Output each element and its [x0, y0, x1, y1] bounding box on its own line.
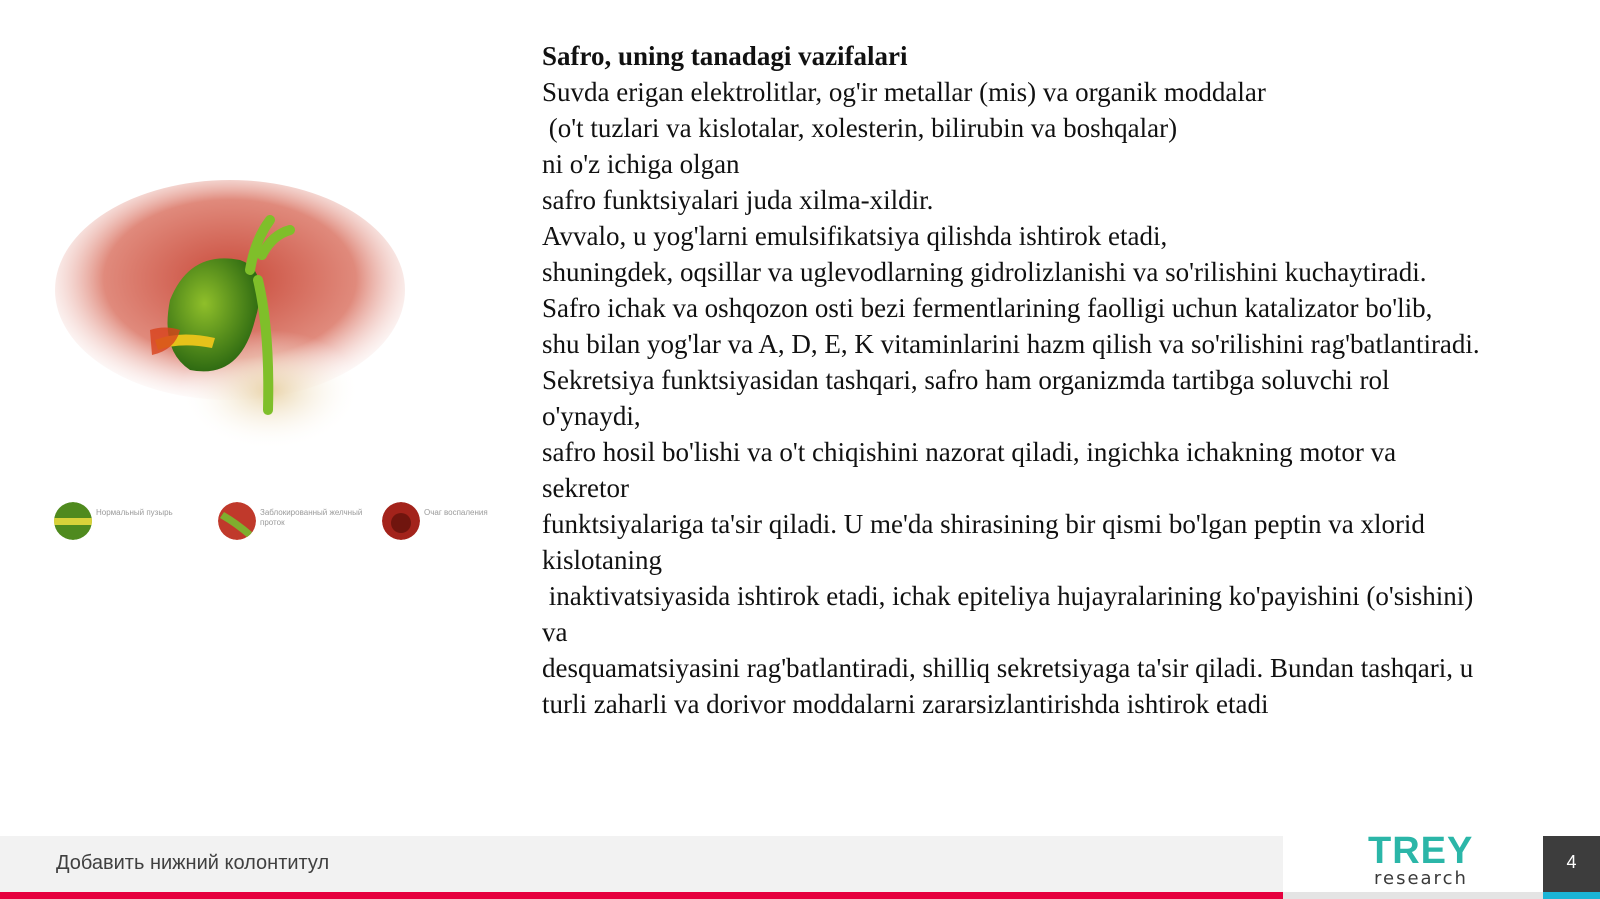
legend-label: Очаг воспаления [424, 508, 488, 517]
blocked-duct-icon [218, 502, 256, 540]
normal-gallbladder-icon [54, 502, 92, 540]
legend-item-blocked [218, 500, 378, 544]
page-number-box [1543, 836, 1600, 892]
legend-label: Заблокированный желчный проток [260, 508, 363, 527]
text-line: inaktivatsiyasida ishtirok etadi, ichak epiteliya hujayralarining ko'payishini (o'sishini) va [542, 581, 1474, 647]
text-line: ni o'z ichiga olgan [542, 149, 740, 179]
text-line: turli zaharli va dorivor moddalarni zararsizlantirishda ishtirok etadi [542, 689, 1269, 719]
text-line: safro hosil bo'lishi va o't chiqishini nazorat qiladi, ingichka ichakning motor va sekretor [542, 437, 1397, 503]
footer-placeholder[interactable]: Добавить нижний колонтитул [56, 852, 330, 874]
accent-line-blue [1543, 892, 1600, 899]
inflammation-icon [382, 502, 420, 540]
text-line: Safro ichak va oshqozon osti bezi fermentlarining faolligi uchun katalizator bo'lib, [542, 293, 1433, 323]
text-line: Suvda erigan elektrolitlar, og'ir metallar (mis) va organik moddalar [542, 77, 1266, 107]
logo-main-text: TREY [1368, 830, 1474, 872]
accent-line-gray [1283, 892, 1543, 899]
accent-line-red [0, 892, 1283, 899]
text-line: Avvalo, u yog'larni emulsifikatsiya qilishda ishtirok etadi, [542, 221, 1168, 251]
slide-title: Safro, uning tanadagi vazifalari [542, 41, 908, 71]
text-line: funktsiyalariga ta'sir qiladi. U me'da shirasining bir qismi bo'lgan peptin va xlorid kislotaning [542, 509, 1425, 575]
text-line: (o't tuzlari va kislotalar, xolesterin, bilirubin va boshqalar) [542, 113, 1178, 143]
text-line: desquamatsiyasini rag'batlantiradi, shilliq sekretsiyaga ta'sir qiladi. Bundan tashqari, u [542, 653, 1474, 683]
text-line: safro funktsiyalari juda xilma-xildir. [542, 185, 934, 215]
content-text [542, 38, 1592, 722]
text-line: Sekretsiya funktsiyasidan tashqari, safro ham organizmda tartibga soluvchi rol o'ynaydi, [542, 365, 1390, 431]
text-line: shu bilan yog'lar va A, D, E, K vitaminlarini hazm qilish va so'rilishini rag'batlantiradi. [542, 329, 1480, 359]
legend-item-normal [54, 500, 214, 544]
text-line: shuningdek, oqsillar va uglevodlarning gidrolizlanishi va so'rilishini kuchaytiradi. [542, 257, 1427, 287]
trey-research-logo [1368, 830, 1478, 890]
page-number: 4 [1566, 852, 1577, 872]
gallbladder-image [40, 180, 500, 460]
legend-item-inflammation [382, 500, 542, 544]
logo-sub-text: research [1374, 868, 1468, 889]
legend-label: Нормальный пузырь [96, 508, 173, 517]
